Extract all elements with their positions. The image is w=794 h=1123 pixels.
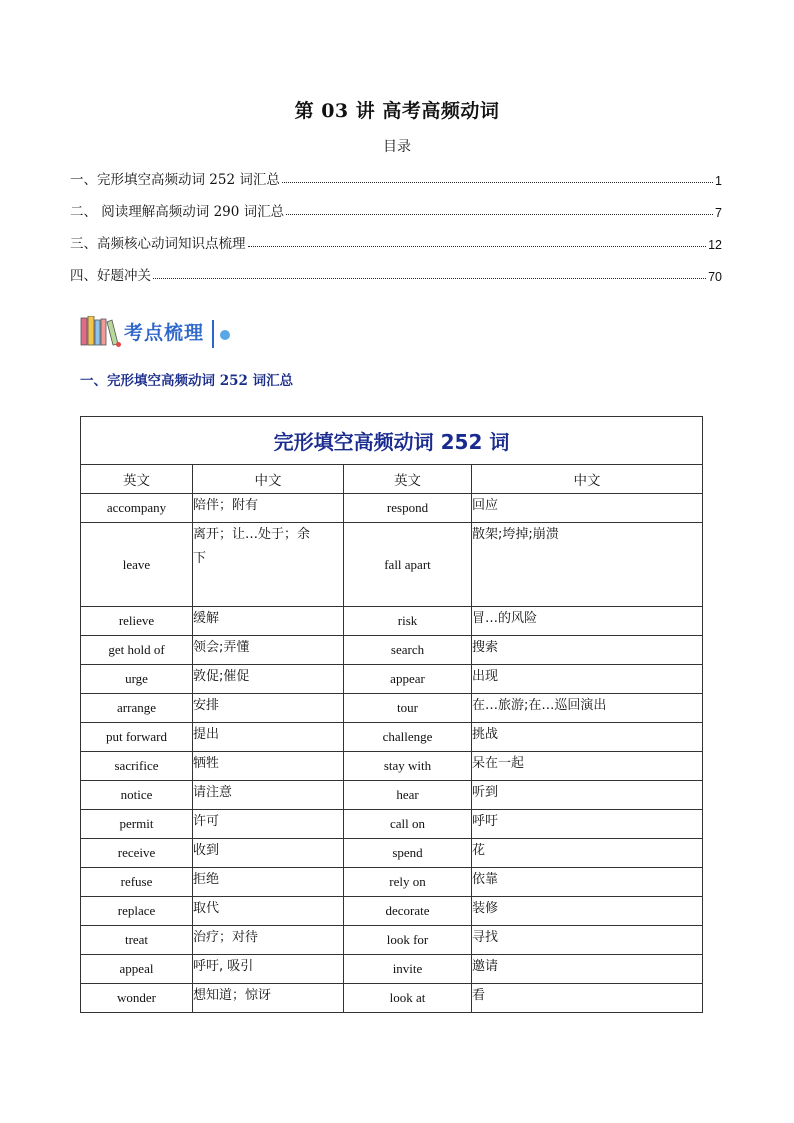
chinese-meaning-cell: 在…旅游;在…巡回演出 xyxy=(472,694,703,723)
chinese-meaning-cell: 看 xyxy=(472,984,703,1013)
table-row xyxy=(81,955,703,984)
english-word-cell: appeal xyxy=(81,955,193,984)
english-word-cell: look at xyxy=(344,984,472,1013)
toc-item-page: 1 xyxy=(715,174,722,188)
chinese-meaning-cell: 散架;垮掉;崩溃 xyxy=(472,523,703,607)
english-word-cell: arrange xyxy=(81,694,193,723)
chinese-meaning-cell: 听到 xyxy=(472,781,703,810)
chinese-meaning-cell: 冒…的风险 xyxy=(472,607,703,636)
column-header: 英文 xyxy=(81,465,193,494)
table-title: 完形填空高频动词 252 词 xyxy=(81,417,703,465)
table-row xyxy=(81,607,703,636)
english-word-cell: appear xyxy=(344,665,472,694)
vocab-table xyxy=(80,416,703,1013)
table-row xyxy=(81,926,703,955)
toc-item[interactable] xyxy=(70,220,722,252)
english-word-cell: treat xyxy=(81,926,193,955)
toc-leader xyxy=(153,277,706,279)
chinese-meaning-cell: 呼吁, 吸引 xyxy=(193,955,344,984)
english-word-cell: accompany xyxy=(81,494,193,523)
column-header: 中文 xyxy=(472,465,703,494)
chinese-meaning-cell: 邀请 xyxy=(472,955,703,984)
chinese-meaning-cell: 拒绝 xyxy=(193,868,344,897)
english-word-cell: permit xyxy=(81,810,193,839)
chinese-meaning-cell: 离开；让…处于；余下 xyxy=(193,523,344,607)
english-word-cell: leave xyxy=(81,523,193,607)
column-header: 英文 xyxy=(344,465,472,494)
section-heading: 一、完形填空高频动词 252 词汇总 xyxy=(80,373,294,389)
english-word-cell: refuse xyxy=(81,868,193,897)
toc-item[interactable] xyxy=(70,252,722,284)
chinese-meaning-cell: 想知道；惊讶 xyxy=(193,984,344,1013)
table-row xyxy=(81,636,703,665)
table-row xyxy=(81,723,703,752)
page-title: 第 03 讲 高考高频动词 xyxy=(294,100,500,122)
table-row xyxy=(81,694,703,723)
english-word-cell: put forward xyxy=(81,723,193,752)
table-header-row xyxy=(81,465,703,494)
table-of-contents xyxy=(70,156,722,284)
toc-leader xyxy=(286,213,713,215)
chinese-meaning-cell: 回应 xyxy=(472,494,703,523)
chinese-meaning-cell: 敦促;催促 xyxy=(193,665,344,694)
chinese-meaning-cell: 依靠 xyxy=(472,868,703,897)
english-word-cell: spend xyxy=(344,839,472,868)
toc-item-label: 一、完形填空高频动词 252 词汇总 xyxy=(70,172,280,188)
english-word-cell: challenge xyxy=(344,723,472,752)
english-word-cell: wonder xyxy=(81,984,193,1013)
table-row xyxy=(81,897,703,926)
books-icon xyxy=(80,316,120,346)
chinese-meaning-cell: 提出 xyxy=(193,723,344,752)
toc-item-page: 7 xyxy=(715,206,722,220)
english-word-cell: respond xyxy=(344,494,472,523)
english-word-cell: fall apart xyxy=(344,523,472,607)
english-word-cell: look for xyxy=(344,926,472,955)
chinese-meaning-cell: 呆在一起 xyxy=(472,752,703,781)
column-header: 中文 xyxy=(193,465,344,494)
english-word-cell: search xyxy=(344,636,472,665)
english-word-cell: sacrifice xyxy=(81,752,193,781)
chinese-meaning-cell: 缓解 xyxy=(193,607,344,636)
table-row xyxy=(81,868,703,897)
english-word-cell: urge xyxy=(81,665,193,694)
chinese-meaning-cell: 收到 xyxy=(193,839,344,868)
english-word-cell: decorate xyxy=(344,897,472,926)
toc-leader xyxy=(248,245,707,247)
table-row xyxy=(81,523,703,607)
toc-item[interactable] xyxy=(70,156,722,188)
english-word-cell: replace xyxy=(81,897,193,926)
chinese-meaning-cell: 寻找 xyxy=(472,926,703,955)
english-word-cell: tour xyxy=(344,694,472,723)
badge-label: 考点梳理 xyxy=(124,322,205,344)
decor-dot xyxy=(116,342,121,347)
chinese-meaning-cell: 许可 xyxy=(193,810,344,839)
toc-item-page: 70 xyxy=(708,270,722,284)
english-word-cell: stay with xyxy=(344,752,472,781)
table-row xyxy=(81,665,703,694)
english-word-cell: relieve xyxy=(81,607,193,636)
table-row xyxy=(81,839,703,868)
toc-item[interactable] xyxy=(70,188,722,220)
chinese-meaning-cell: 呼吁 xyxy=(472,810,703,839)
badge-dot xyxy=(220,330,230,340)
english-word-cell: receive xyxy=(81,839,193,868)
english-word-cell: risk xyxy=(344,607,472,636)
section-badge xyxy=(80,312,240,352)
chinese-meaning-cell: 装修 xyxy=(472,897,703,926)
table-row xyxy=(81,494,703,523)
chinese-meaning-cell: 治疗；对待 xyxy=(193,926,344,955)
chinese-meaning-cell: 搜索 xyxy=(472,636,703,665)
table-row xyxy=(81,810,703,839)
chinese-meaning-cell: 陪伴；附有 xyxy=(193,494,344,523)
toc-heading: 目录 xyxy=(383,139,411,155)
toc-item-label: 三、高频核心动词知识点梳理 xyxy=(70,236,246,252)
chinese-meaning-cell: 花 xyxy=(472,839,703,868)
toc-leader xyxy=(282,181,713,183)
chinese-meaning-cell: 挑战 xyxy=(472,723,703,752)
toc-item-label: 二、 阅读理解高频动词 290 词汇总 xyxy=(70,204,285,220)
english-word-cell: invite xyxy=(344,955,472,984)
english-word-cell: hear xyxy=(344,781,472,810)
chinese-meaning-cell: 牺牲 xyxy=(193,752,344,781)
toc-item-page: 12 xyxy=(708,238,722,252)
english-word-cell: notice xyxy=(81,781,193,810)
badge-divider xyxy=(212,320,214,348)
toc-item-label: 四、好题冲关 xyxy=(70,268,151,284)
table-row xyxy=(81,781,703,810)
chinese-meaning-cell: 请注意 xyxy=(193,781,344,810)
table-row xyxy=(81,752,703,781)
english-word-cell: call on xyxy=(344,810,472,839)
table-row xyxy=(81,984,703,1013)
english-word-cell: get hold of xyxy=(81,636,193,665)
chinese-meaning-cell: 安排 xyxy=(193,694,344,723)
english-word-cell: rely on xyxy=(344,868,472,897)
chinese-meaning-cell: 出现 xyxy=(472,665,703,694)
chinese-meaning-cell: 领会;弄懂 xyxy=(193,636,344,665)
chinese-meaning-cell: 取代 xyxy=(193,897,344,926)
